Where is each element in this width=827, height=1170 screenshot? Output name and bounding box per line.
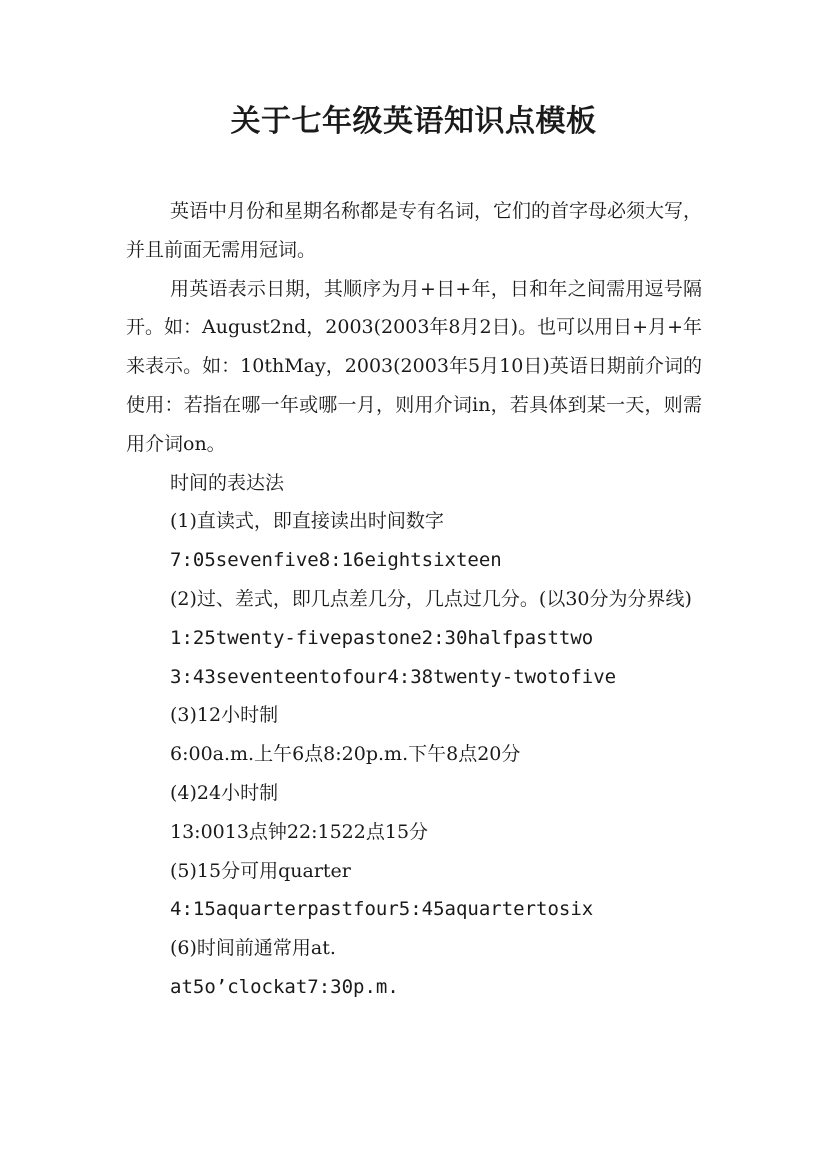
document-body [126,192,702,1007]
paragraph-date-format: 用英语表示日期，其顺序为月+日+年，日和年之间需用逗号隔开。如：August2nd，2003(2003年8月2日)。也可以用日+月+年来表示。如：10thMay，2003(2003年5月10日)英语日期前介词的使用：若指在哪一年或哪一月，则用介词in，若具体到某一天，则需用介词on。 [126,277,702,455]
list-item-24-hour: (4)24小时制 [170,781,279,804]
heading-time-expressions: 时间的表达法 [170,471,285,494]
list-item-at: (6)时间前通常用at. [170,937,336,960]
document-title: 关于七年级英语知识点模板 [230,104,597,139]
list-item-direct-reading: (1)直读式，即直接读出时间数字 [170,510,444,533]
example-direct-reading: 7:05sevenfive8:16eightsixteen [170,549,502,572]
list-item-quarter: (5)15分可用quarter [170,859,351,882]
example-24-hour: 13:0013点钟22:1522点15分 [170,820,429,843]
example-quarter: 4:15aquarterpastfour5:45aquartertosix [170,898,594,921]
list-item-past-to: (2)过、差式，即几点差几分，几点过几分。(以30分为分界线) [170,587,692,610]
example-to: 3:43seventeentofour4:38twenty-twotofive [170,665,617,688]
example-12-hour: 6:00a.m.上午6点8:20p.m.下午8点20分 [170,743,521,766]
example-past: 1:25twenty-fivepastone2:30halfpasttwo [170,626,594,649]
paragraph-proper-nouns: 英语中月份和星期名称都是专有名词，它们的首字母必须大写，并且前面无需用冠词。 [126,200,703,261]
example-at: at5o’clockat7:30p.m. [170,975,399,998]
list-item-12-hour: (3)12小时制 [170,704,279,727]
